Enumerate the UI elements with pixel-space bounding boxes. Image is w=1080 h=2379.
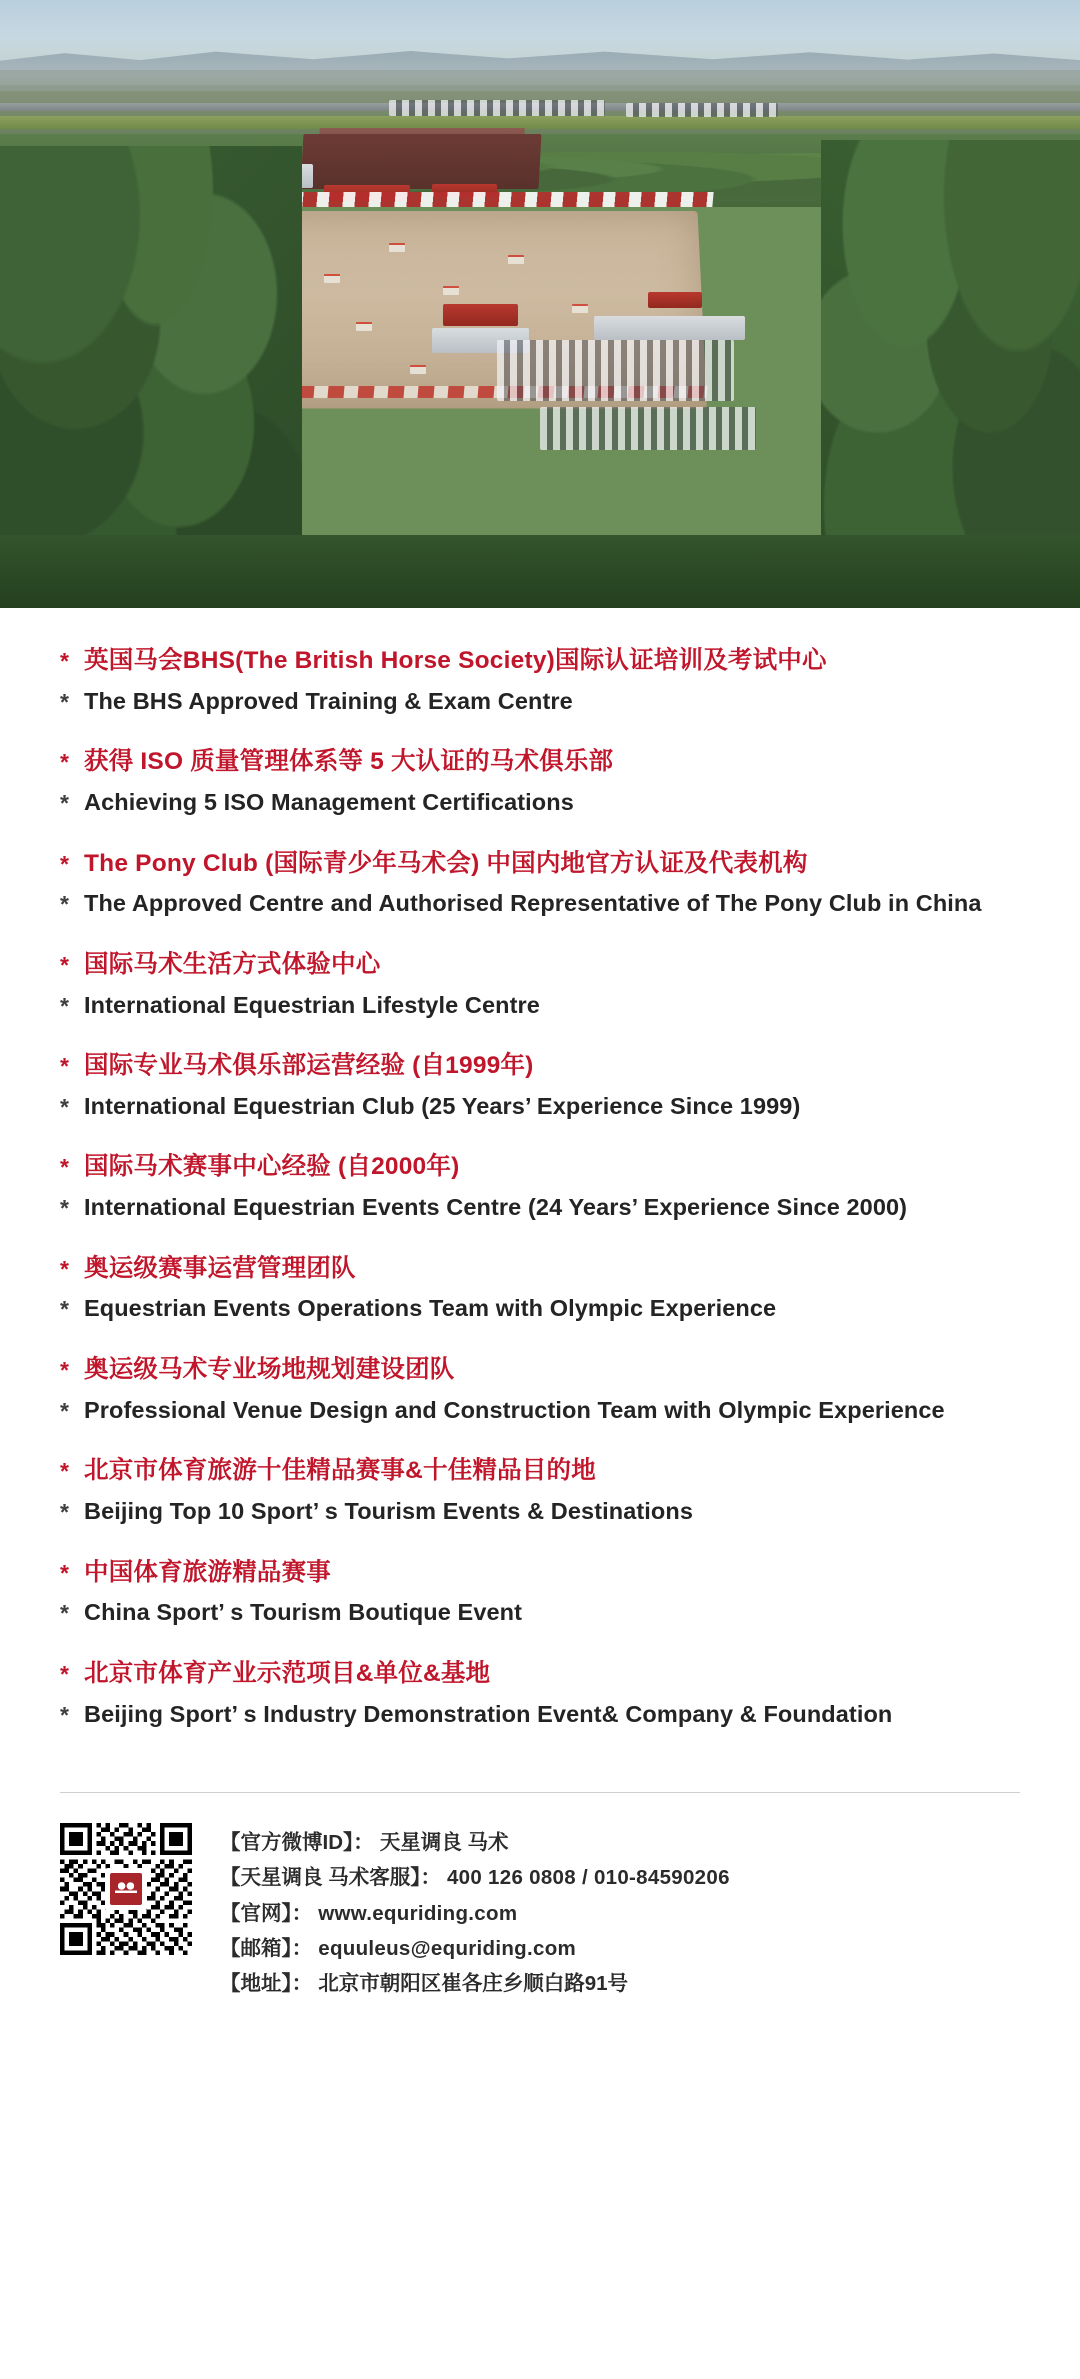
- contact-info-block: [220, 1823, 1020, 2001]
- bullet-star-icon: *: [60, 1093, 69, 1120]
- bullet-star-icon: *: [60, 1296, 69, 1323]
- feature-line-en: [60, 1090, 1020, 1125]
- feature-text-en: Beijing Sport’ s Industry Demonstration Event& Company & Foundation: [84, 1700, 893, 1727]
- bullet-star-icon: *: [60, 1154, 69, 1181]
- feature-list: [0, 608, 1080, 1758]
- feature-item: [60, 1150, 1020, 1225]
- bullet-star-icon: *: [60, 1356, 69, 1383]
- contact-label: 【官方微博ID】：: [220, 1831, 374, 1855]
- feature-line-en: [60, 685, 1020, 720]
- feature-line-cn: [60, 1657, 1020, 1692]
- jump-obstacle: [324, 274, 340, 283]
- contact-row-address: [220, 1966, 1020, 2001]
- feature-line-cn: [60, 948, 1020, 983]
- feature-text-cn: 中国体育旅游精品赛事: [84, 1558, 331, 1586]
- feature-text-cn: 国际专业马术俱乐部运营经验 (自1999年): [84, 1052, 534, 1080]
- feature-line-cn: [60, 1353, 1020, 1388]
- feature-text-en: Equestrian Events Operations Team with Olympic Experience: [84, 1295, 777, 1322]
- bullet-star-icon: *: [60, 1499, 69, 1526]
- feature-line-en: [60, 1698, 1020, 1733]
- contact-label: 【官网】：: [220, 1901, 313, 1925]
- contact-value[interactable]: www.equriding.com: [318, 1901, 518, 1925]
- feature-line-cn: [60, 1454, 1020, 1489]
- feature-text-en: International Equestrian Lifestyle Centre: [84, 991, 540, 1018]
- bullet-star-icon: *: [60, 790, 69, 817]
- feature-text-cn: 奥运级马术专业场地规划建设团队: [84, 1355, 455, 1383]
- contact-label: 【邮箱】：: [220, 1936, 313, 1960]
- feature-item: [60, 1556, 1020, 1631]
- feature-text-cn: 英国马会BHS(The British Horse Society)国际认证培训及考试中心: [84, 647, 827, 674]
- contact-row-weibo: [220, 1825, 1020, 1860]
- feature-line-en: [60, 1191, 1020, 1226]
- feature-line-en: [60, 1495, 1020, 1530]
- jump-obstacle: [410, 365, 426, 374]
- feature-line-cn: [60, 1049, 1020, 1084]
- contact-row-website: [220, 1896, 1020, 1931]
- contact-value: 北京市朝阳区崔各庄乡顺白路91号: [318, 1972, 629, 1996]
- feature-text-en: International Equestrian Events Centre (24 Years’ Experience Since 2000): [84, 1194, 908, 1221]
- feature-text-cn: 北京市体育旅游十佳精品赛事&十佳精品目的地: [84, 1457, 596, 1485]
- feature-text-cn: 获得 ISO 质量管理体系等 5 大认证的马术俱乐部: [84, 748, 614, 776]
- foreground-trees: [0, 535, 1080, 608]
- feature-line-cn: [60, 1150, 1020, 1185]
- bullet-star-icon: *: [60, 1053, 69, 1080]
- jump-obstacle: [356, 322, 372, 331]
- contact-value: 天星调良 马术: [379, 1831, 509, 1855]
- contact-value[interactable]: 400 126 0808 / 010-84590206: [446, 1866, 730, 1890]
- feature-item: [60, 1454, 1020, 1529]
- parking-lot-upper-right: [626, 103, 777, 116]
- feature-item: [60, 745, 1020, 820]
- feature-item: [60, 948, 1020, 1023]
- bullet-star-icon: *: [60, 1600, 69, 1627]
- feature-text-en: China Sport’ s Tourism Boutique Event: [84, 1599, 523, 1626]
- jump-obstacle: [508, 255, 524, 264]
- red-container-truck: [443, 304, 519, 326]
- long-hangar: [594, 316, 745, 340]
- contact-value[interactable]: equuleus@equriding.com: [318, 1936, 577, 1960]
- jump-obstacle: [443, 286, 459, 295]
- feature-line-en: [60, 1596, 1020, 1631]
- feature-line-en: [60, 786, 1020, 821]
- bullet-star-icon: *: [60, 1397, 69, 1424]
- bullet-star-icon: *: [60, 1458, 69, 1485]
- bullet-star-icon: *: [60, 688, 69, 715]
- contact-row-email: [220, 1931, 1020, 1966]
- parking-lot-upper: [389, 100, 605, 116]
- red-roof-building: [648, 292, 702, 308]
- feature-line-cn: [60, 644, 1020, 679]
- feature-line-cn: [60, 1252, 1020, 1287]
- hero-aerial-photo: [0, 0, 1080, 608]
- feature-item: [60, 1049, 1020, 1124]
- footer: [0, 1793, 1080, 2041]
- bullet-star-icon: *: [60, 951, 69, 978]
- feature-text-cn: 奥运级赛事运营管理团队: [84, 1254, 356, 1282]
- feature-item: [60, 847, 1020, 922]
- feature-text-en: Achieving 5 ISO Management Certifications: [84, 789, 574, 816]
- feature-text-en: The Approved Centre and Authorised Representative of The Pony Club in China: [84, 890, 982, 917]
- field-strip: [0, 116, 1080, 129]
- bullet-star-icon: *: [60, 1559, 69, 1586]
- feature-line-en: [60, 1394, 1020, 1429]
- bullet-star-icon: *: [60, 850, 69, 877]
- parking-lot-right: [497, 340, 735, 401]
- bullet-star-icon: *: [60, 1195, 69, 1222]
- bullet-star-icon: *: [60, 992, 69, 1019]
- bullet-star-icon: *: [60, 648, 69, 674]
- feature-line-cn: [60, 847, 1020, 882]
- wechat-qr-code[interactable]: [60, 1823, 192, 1955]
- contact-row-phone: [220, 1860, 1020, 1895]
- bullet-star-icon: *: [60, 1660, 69, 1687]
- horse-logo-icon: [110, 1873, 142, 1905]
- feature-item: [60, 644, 1020, 719]
- feature-line-en: [60, 887, 1020, 922]
- bullet-star-icon: *: [60, 1701, 69, 1728]
- feature-text-cn: 国际马术赛事中心经验 (自2000年): [84, 1153, 460, 1181]
- feature-item: [60, 1252, 1020, 1327]
- bullet-star-icon: *: [60, 749, 69, 776]
- feature-text-en: Professional Venue Design and Construction Team with Olympic Experience: [84, 1396, 945, 1423]
- jump-obstacle: [389, 243, 405, 252]
- main-hall-roof: [301, 134, 541, 189]
- feature-text-cn: 北京市体育产业示范项目&单位&基地: [84, 1659, 491, 1687]
- contact-label: 【天星调良 马术客服】：: [220, 1866, 441, 1890]
- contact-label: 【地址】：: [220, 1972, 313, 1996]
- feature-line-cn: [60, 745, 1020, 780]
- feature-text-cn: The Pony Club (国际青少年马术会) 中国内地官方认证及代表机构: [84, 849, 808, 877]
- brand-logo-overlay: [105, 1868, 147, 1910]
- jump-obstacle: [572, 304, 588, 313]
- parking-lot-lower-right: [540, 407, 756, 450]
- feature-line-en: [60, 989, 1020, 1024]
- feature-item: [60, 1657, 1020, 1732]
- feature-text-cn: 国际马术生活方式体验中心: [84, 950, 381, 978]
- feature-item: [60, 1353, 1020, 1428]
- feature-line-en: [60, 1292, 1020, 1327]
- feature-line-cn: [60, 1556, 1020, 1591]
- bullet-star-icon: *: [60, 891, 69, 918]
- feature-text-en: The BHS Approved Training & Exam Centre: [84, 687, 573, 714]
- bullet-star-icon: *: [60, 1255, 69, 1282]
- feature-text-en: International Equestrian Club (25 Years’ Experience Since 1999): [84, 1092, 801, 1119]
- feature-text-en: Beijing Top 10 Sport’ s Tourism Events & Destinations: [84, 1498, 694, 1525]
